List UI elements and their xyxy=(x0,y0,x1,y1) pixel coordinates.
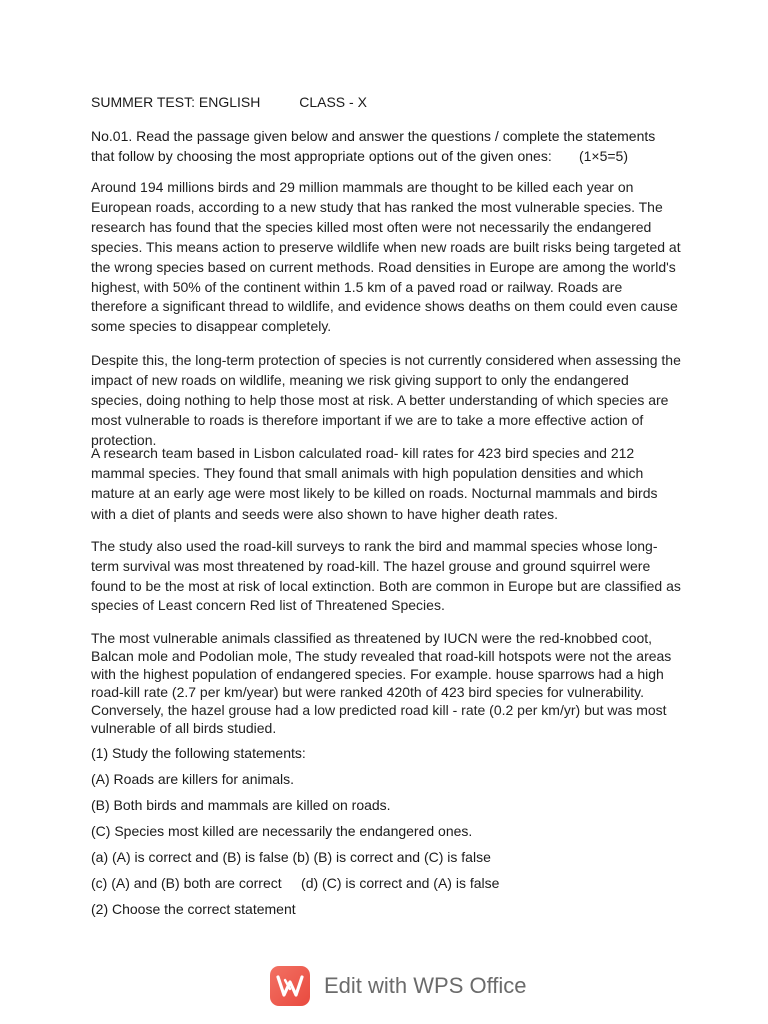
passage-paragraph: The most vulnerable animals classified as threatened by IUCN were the red-knobbed coot, Balcan mole and Podolian mole, The study revealed that road-kill hotspots were not the areas with the highest population of endangered species. For example. house sparrows had a high road-kill rate (2.7 per km/year) but were ranked 420th of 423 bird species for vulnerability. Conversely, the hazel grouse had a low predicted road kill - rate (0.2 per km/yr) but was most vulnerable of all birds studied. xyxy=(91,630,672,736)
question-instruction-line-2: that follow by choosing the most appropriate options out of the given ones: (1×5=5) xyxy=(91,148,628,164)
passage-paragraph: Around 194 millions birds and 29 million mammals are thought to be killed each year on European roads, according to a new study that has ranked the most vulnerable species. The research has found that the species killed most often were not necessarily the endangered species. This means action to preserve wildlife when new roads are built risks being targeted at the wrong species based on current methods. Road densities in Europe are among the world's highest, with 50% of the continent within 1.5 km of a paved road or railway. Roads are therefore a significant thread to wildlife, and evidence shows deaths on them could even cause some species to disappear completely. xyxy=(91,179,681,335)
question-item: (2) Choose the correct statement xyxy=(91,901,296,917)
question-instruction xyxy=(91,126,691,166)
wps-w-glyph-icon xyxy=(276,974,304,998)
question-item: (c) (A) and (B) both are correct (d) (C) is correct and (A) is false xyxy=(91,875,500,891)
test-heading: SUMMER TEST: ENGLISH CLASS - X xyxy=(91,94,367,110)
wps-watermark-button[interactable] xyxy=(270,966,527,1006)
question-item: (1) Study the following statements: xyxy=(91,745,306,761)
question-item: (a) (A) is correct and (B) is false (b) (B) is correct and (C) is false xyxy=(91,849,491,865)
question-item: (A) Roads are killers for animals. xyxy=(91,771,295,787)
question-items xyxy=(91,744,691,926)
passage-paragraph: Despite this, the long-term protection of species is not currently considered when assessing the impact of new roads on wildlife, meaning we risk giving support to only the endangered species, doing nothing to help those most at risk. A better understanding of which species are most vulnerable to roads is therefore important if we are to take a more effective action of protection. xyxy=(91,352,681,448)
passage-paragraph: The study also used the road-kill surveys to rank the bird and mammal species whose long-term survival was most threatened by road-kill. The hazel grouse and ground squirrel were found to be the most at risk of local extinction. Both are common in Europe but are classified as species of Least concern Red list of Threatened Species. xyxy=(91,538,681,614)
passage-paragraph: A research team based in Lisbon calculated road- kill rates for 423 bird species and 212 mammal species. They found that small animals with high population densities and which mature at an early age were most likely to be killed on roads. Nocturnal mammals and birds with a diet of plants and seeds were also shown to have higher death rates. xyxy=(91,445,658,522)
question-item: (B) Both birds and mammals are killed on roads. xyxy=(91,797,391,813)
question-instruction-line-1: No.01. Read the passage given below and answer the questions / complete the statements xyxy=(91,128,656,144)
wps-logo-icon xyxy=(270,966,310,1006)
wps-watermark-text: Edit with WPS Office xyxy=(324,973,527,998)
question-item: (C) Species most killed are necessarily the endangered ones. xyxy=(91,823,473,839)
